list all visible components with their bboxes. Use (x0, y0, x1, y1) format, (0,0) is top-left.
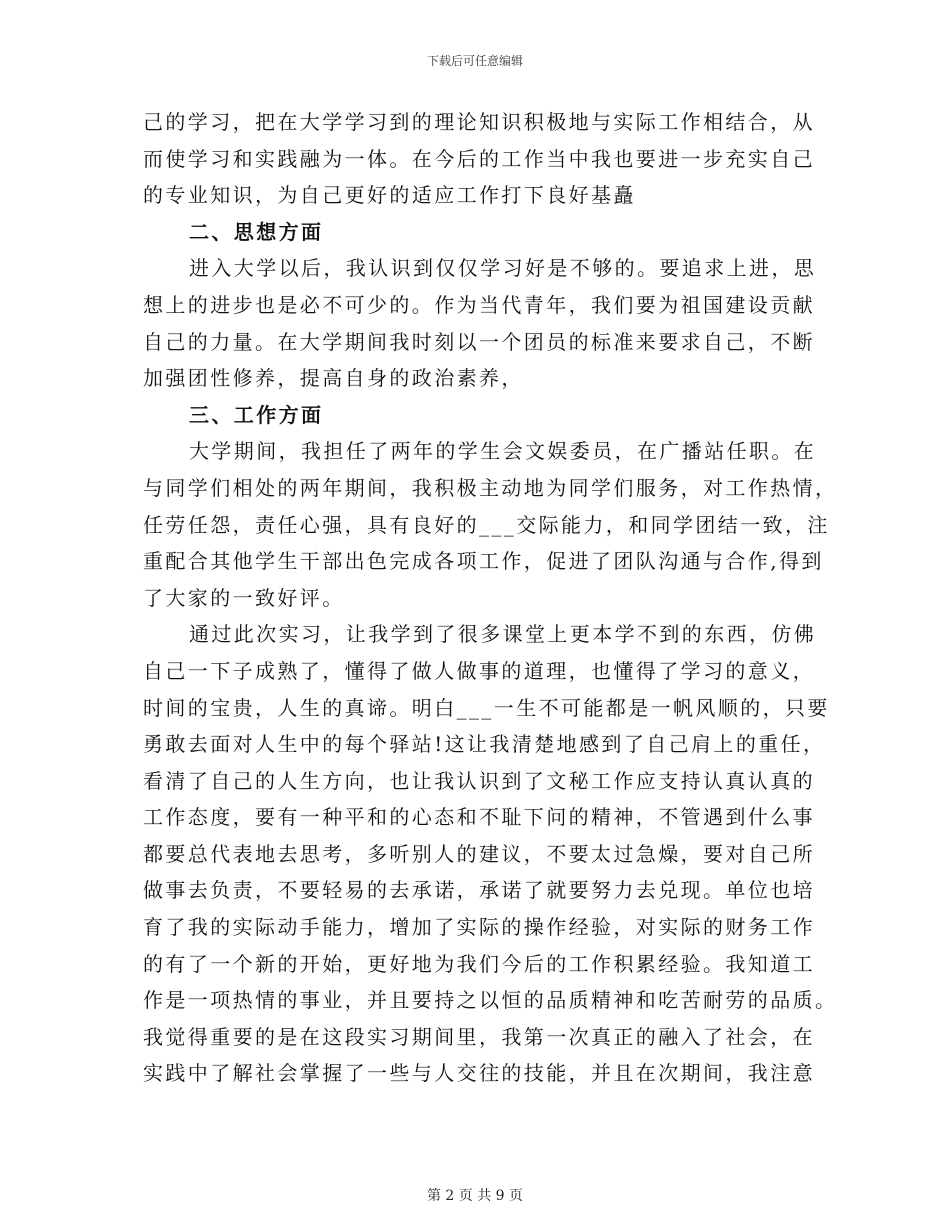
text-line: 的专业知识，为自己更好的适应工作打下良好基矗 (143, 183, 636, 208)
text-line: 加强团性修养，提高自身的政治素养， (143, 366, 524, 391)
text-line: 时间的宝贵，人生的真谛。明白___一生不可能都是一帆风顺的，只要 (143, 695, 830, 720)
text-line: 做事去负责，不要轻易的去承诺，承诺了就要努力去兑现。单位也培 (143, 878, 815, 903)
section-heading: 二、思想方面 (189, 219, 324, 244)
text-line: 任劳任怨，责任心强，具有良好的___交际能力，和同学团结一致，注 (143, 512, 830, 537)
text-line: 勇敢去面对人生中的每个驿站!这让我清楚地感到了自己肩上的重任， (143, 732, 826, 757)
text-line: 了大家的一致好评。 (143, 585, 345, 610)
text-line: 重配合其他学生干部出色完成各项工作，促进了团队沟通与合作,得到 (143, 549, 824, 574)
text-line: 通过此次实习，让我学到了很多课堂上更本学不到的东西，仿佛 (189, 622, 817, 647)
text-line: 育了我的实际动手能力，增加了实际的操作经验，对实际的财务工作 (143, 915, 815, 940)
text-line: 进入大学以后，我认识到仅仅学习好是不够的。要追求上进，思 (189, 256, 817, 281)
text-line: 想上的进步也是必不可少的。作为当代青年，我们要为祖国建设贡献 (143, 292, 815, 317)
text-line: 的有了一个新的开始，更好地为我们今后的工作积累经验。我知道工 (143, 951, 815, 976)
text-line: 大学期间，我担任了两年的学生会文娱委员，在广播站任职。在 (189, 439, 817, 464)
page-header: 下载后可任意编辑 (426, 54, 523, 68)
text-line: 我觉得重要的是在这段实习期间里，我第一次真正的融入了社会，在 (143, 1024, 815, 1049)
text-line: 而使学习和实践融为一体。在今后的工作当中我也要进一步充实自己 (143, 146, 815, 171)
section-heading: 三、工作方面 (189, 402, 324, 427)
text-line: 己的学习，把在大学学习到的理论知识积极地与实际工作相结合，从 (143, 110, 815, 134)
page-footer: 第 2 页 共 9 页 (426, 1188, 524, 1204)
text-line: 自己的力量。在大学期间我时刻以一个团员的标准来要求自己，不断 (143, 329, 815, 354)
text-line: 工作态度，要有一种平和的心态和不耻下问的精神，不管遇到什么事 (143, 805, 815, 830)
text-line: 与同学们相处的两年期间，我积极主动地为同学们服务，对工作热情， (143, 475, 838, 500)
text-line: 看清了自己的人生方向，也让我认识到了文秘工作应支持认真认真的 (143, 768, 815, 793)
text-line: 实践中了解社会掌握了一些与人交往的技能，并且在次期间，我注意 (143, 1061, 815, 1086)
text-line: 都要总代表地去思考，多听别人的建议，不要太过急燥，要对自己所 (143, 841, 815, 866)
text-line: 作是一项热情的事业，并且要持之以恒的品质精神和吃苦耐劳的品质。 (143, 988, 838, 1013)
document-body (143, 104, 838, 1092)
text-line: 自己一下子成熟了，懂得了做人做事的道理，也懂得了学习的意义， (143, 658, 815, 683)
